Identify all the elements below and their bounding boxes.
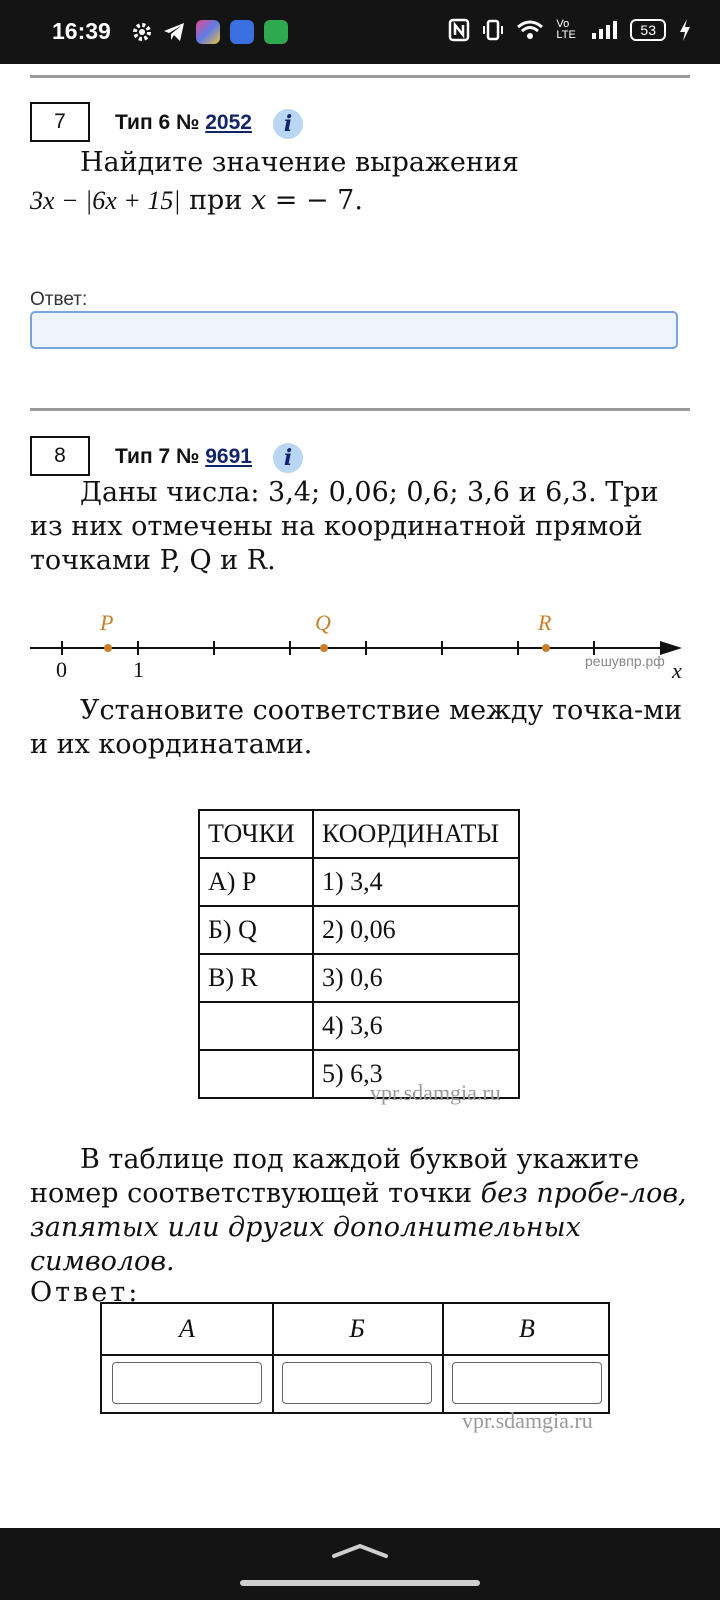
instruction-plain: В таблице под каждой буквой укажите номер соответствующей точки <box>30 1144 640 1209</box>
question-number-box: 8 <box>30 436 90 476</box>
problem-id-link[interactable]: 2052 <box>205 111 252 134</box>
table-header: ТОЧКИ <box>199 810 313 858</box>
battery-icon: 53 <box>630 19 666 41</box>
expression: 3x − |6x + 15| <box>30 186 181 215</box>
status-right-group <box>448 18 692 42</box>
charging-icon <box>678 18 692 42</box>
point-q <box>320 644 328 652</box>
telegram-icon <box>162 20 186 44</box>
answer-field-b[interactable] <box>282 1362 432 1404</box>
answer-input[interactable] <box>30 311 678 349</box>
table-cell <box>199 1002 313 1050</box>
table-cell: А) P <box>199 858 313 906</box>
answer-label: Ответ: <box>30 1277 141 1308</box>
info-icon[interactable]: i <box>273 109 303 139</box>
answer-field-a[interactable] <box>112 1362 262 1404</box>
table-row <box>199 954 519 1002</box>
tick-label-0: 0 <box>56 657 67 680</box>
table-cell: 5) 6,3 <box>313 1050 519 1098</box>
question-text: Найдите значение выражения <box>80 147 519 178</box>
table-cell: 1) 3,4 <box>313 858 519 906</box>
variable: x <box>250 185 267 216</box>
answer-header-a: А <box>179 1314 195 1343</box>
number-line <box>0 600 720 680</box>
point-label-q: Q <box>315 610 331 635</box>
matching-table <box>198 809 520 1099</box>
answer-field-v[interactable] <box>452 1362 602 1404</box>
separator <box>30 408 690 411</box>
variable-value: = − 7. <box>274 185 363 216</box>
question-number-box: 7 <box>30 102 90 142</box>
table-cell: Б) Q <box>199 906 313 954</box>
table-cell: 4) 3,6 <box>313 1002 519 1050</box>
table-cell: В) R <box>199 954 313 1002</box>
point-label-p: P <box>100 610 114 635</box>
info-icon[interactable]: i <box>273 443 303 473</box>
table-row <box>199 906 519 954</box>
answer-header-b: Б <box>349 1314 365 1343</box>
answer-label: Ответ: <box>30 289 88 310</box>
clock: 16:39 <box>52 18 111 44</box>
status-bar <box>0 0 720 64</box>
table-header-row <box>199 810 519 858</box>
answer-table-divider <box>102 1354 608 1356</box>
app-icon-colorful <box>196 20 220 44</box>
network-label: Vo LTE <box>556 18 576 41</box>
vibrate-icon <box>482 18 504 42</box>
table-row <box>199 1002 519 1050</box>
instruction-italic: без пробе-лов, запятых или других дополнительных символов. <box>30 1178 687 1277</box>
watermark: решувпр.рф <box>585 653 665 669</box>
wifi-icon <box>516 19 544 41</box>
question-text: Даны числа: 3,4; 0,06; 0,6; 3,6 и 6,3. Три из них отмечены на координатной прямой точками P, Q и R. <box>30 477 659 576</box>
point-r <box>542 644 550 652</box>
type-label: Тип 6 № <box>115 111 200 134</box>
question-type <box>115 445 252 469</box>
home-gesture-bar[interactable] <box>240 1580 480 1586</box>
separator <box>30 75 690 78</box>
watermark: vpr.sdamgia.ru <box>370 1080 501 1105</box>
question-type <box>115 111 252 135</box>
point-label-r: R <box>538 610 552 635</box>
problem-id-link[interactable]: 9691 <box>205 445 252 468</box>
navigation-bar <box>0 1528 720 1600</box>
type-label: Тип 7 № <box>115 445 200 468</box>
nfc-icon <box>448 18 470 42</box>
table-header: КООРДИНАТЫ <box>313 810 519 858</box>
answer-table <box>100 1302 610 1414</box>
table-row <box>199 858 519 906</box>
question-expression-line <box>30 184 695 218</box>
table-cell <box>199 1050 313 1098</box>
signal-icon <box>590 19 618 41</box>
chevron-up-icon[interactable] <box>330 1540 390 1562</box>
instruction-text: Установите соответствие между точка-ми и их координатами. <box>30 695 683 760</box>
answer-header-v: В <box>519 1314 535 1343</box>
table-cell: 2) 0,06 <box>313 906 519 954</box>
point-p <box>104 644 112 652</box>
table-cell: 3) 0,6 <box>313 954 519 1002</box>
shield-app-icon <box>264 20 288 44</box>
app-icon-blue <box>230 20 254 44</box>
axis-label-x: x <box>672 658 682 680</box>
gear-icon <box>130 20 154 44</box>
expression-tail: при <box>189 185 243 216</box>
tick-label-1: 1 <box>133 657 144 680</box>
watermark: vpr.sdamgia.ru <box>462 1408 593 1433</box>
answer-instruction <box>30 1143 695 1279</box>
